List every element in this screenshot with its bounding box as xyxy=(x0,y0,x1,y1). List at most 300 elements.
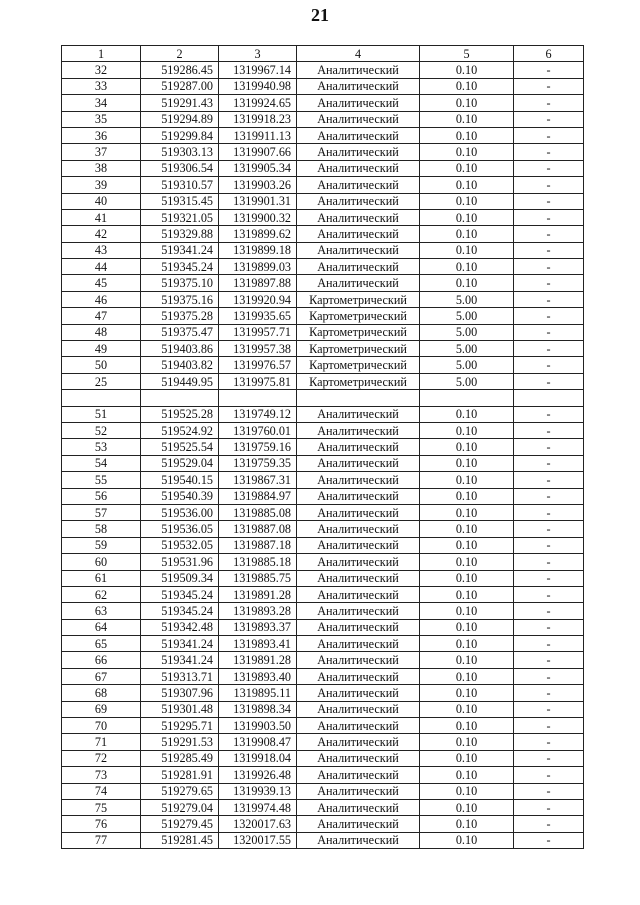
x-coordinate-cell: 519306.54 xyxy=(141,160,219,176)
x-coordinate-cell: 519310.57 xyxy=(141,177,219,193)
table-row xyxy=(62,472,584,488)
accuracy-cell: 0.10 xyxy=(420,685,514,701)
y-coordinate-cell: 1319885.75 xyxy=(219,570,297,586)
table-row xyxy=(62,521,584,537)
accuracy-cell: 0.10 xyxy=(420,504,514,520)
description-cell: - xyxy=(514,193,584,209)
description-cell: - xyxy=(514,341,584,357)
method-cell: Аналитический xyxy=(297,160,420,176)
point-number-cell: 72 xyxy=(62,750,141,766)
accuracy-cell: 0.10 xyxy=(420,242,514,258)
method-cell: Аналитический xyxy=(297,95,420,111)
description-cell: - xyxy=(514,767,584,783)
method-cell: Аналитический xyxy=(297,816,420,832)
y-coordinate-cell: 1319939.13 xyxy=(219,783,297,799)
point-number-cell: 67 xyxy=(62,668,141,684)
accuracy-cell: 0.10 xyxy=(420,209,514,225)
header-cell-y: 3 xyxy=(219,46,297,62)
method-cell: Аналитический xyxy=(297,111,420,127)
table-row xyxy=(62,668,584,684)
header-cell-description: 6 xyxy=(514,46,584,62)
point-number-cell: 33 xyxy=(62,78,141,94)
table-row xyxy=(62,390,584,406)
accuracy-cell: 0.10 xyxy=(420,95,514,111)
header-cell-point: 1 xyxy=(62,46,141,62)
y-coordinate-cell: 1319891.28 xyxy=(219,652,297,668)
point-number-cell: 50 xyxy=(62,357,141,373)
accuracy-cell: 5.00 xyxy=(420,324,514,340)
description-cell: - xyxy=(514,324,584,340)
method-cell: Аналитический xyxy=(297,439,420,455)
description-cell: - xyxy=(514,636,584,652)
y-coordinate-cell: 1319974.48 xyxy=(219,799,297,815)
y-coordinate-cell: 1319903.50 xyxy=(219,718,297,734)
accuracy-cell: 0.10 xyxy=(420,127,514,143)
accuracy-cell: 0.10 xyxy=(420,718,514,734)
method-cell: Аналитический xyxy=(297,799,420,815)
accuracy-cell: 0.10 xyxy=(420,406,514,422)
method-cell: Картометрический xyxy=(297,308,420,324)
y-coordinate-cell: 1319867.31 xyxy=(219,472,297,488)
description-cell: - xyxy=(514,718,584,734)
table-row xyxy=(62,193,584,209)
description-cell: - xyxy=(514,734,584,750)
description-cell: - xyxy=(514,521,584,537)
method-cell: Картометрический xyxy=(297,341,420,357)
accuracy-cell: 0.10 xyxy=(420,226,514,242)
point-number-cell: 34 xyxy=(62,95,141,111)
method-cell: Аналитический xyxy=(297,177,420,193)
y-coordinate-cell xyxy=(219,390,297,406)
description-cell: - xyxy=(514,652,584,668)
x-coordinate-cell: 519341.24 xyxy=(141,242,219,258)
point-number-cell: 60 xyxy=(62,554,141,570)
y-coordinate-cell: 1319893.28 xyxy=(219,603,297,619)
y-coordinate-cell: 1319911.13 xyxy=(219,127,297,143)
point-number-cell: 62 xyxy=(62,586,141,602)
x-coordinate-cell: 519313.71 xyxy=(141,668,219,684)
x-coordinate-cell: 519375.16 xyxy=(141,291,219,307)
y-coordinate-cell: 1319899.03 xyxy=(219,259,297,275)
method-cell: Аналитический xyxy=(297,472,420,488)
accuracy-cell: 0.10 xyxy=(420,259,514,275)
method-cell: Аналитический xyxy=(297,259,420,275)
x-coordinate-cell: 519540.15 xyxy=(141,472,219,488)
table-row xyxy=(62,799,584,815)
table-row xyxy=(62,652,584,668)
x-coordinate-cell: 519279.04 xyxy=(141,799,219,815)
description-cell: - xyxy=(514,685,584,701)
y-coordinate-cell: 1319899.18 xyxy=(219,242,297,258)
y-coordinate-cell: 1320017.55 xyxy=(219,832,297,848)
table-row xyxy=(62,242,584,258)
x-coordinate-cell: 519525.54 xyxy=(141,439,219,455)
point-number-cell: 64 xyxy=(62,619,141,635)
accuracy-cell: 0.10 xyxy=(420,111,514,127)
x-coordinate-cell: 519529.04 xyxy=(141,455,219,471)
point-number-cell: 46 xyxy=(62,291,141,307)
point-number-cell: 37 xyxy=(62,144,141,160)
y-coordinate-cell: 1319899.62 xyxy=(219,226,297,242)
y-coordinate-cell: 1319895.11 xyxy=(219,685,297,701)
x-coordinate-cell: 519329.88 xyxy=(141,226,219,242)
method-cell: Аналитический xyxy=(297,652,420,668)
description-cell: - xyxy=(514,488,584,504)
description-cell: - xyxy=(514,832,584,848)
method-cell: Аналитический xyxy=(297,718,420,734)
table-row xyxy=(62,357,584,373)
y-coordinate-cell: 1319759.35 xyxy=(219,455,297,471)
x-coordinate-cell xyxy=(141,390,219,406)
method-cell: Аналитический xyxy=(297,144,420,160)
description-cell: - xyxy=(514,783,584,799)
accuracy-cell xyxy=(420,390,514,406)
table-row xyxy=(62,816,584,832)
accuracy-cell: 5.00 xyxy=(420,357,514,373)
x-coordinate-cell: 519291.53 xyxy=(141,734,219,750)
table-row xyxy=(62,750,584,766)
point-number-cell: 61 xyxy=(62,570,141,586)
table-row xyxy=(62,324,584,340)
table-row xyxy=(62,422,584,438)
point-number-cell: 48 xyxy=(62,324,141,340)
method-cell: Аналитический xyxy=(297,504,420,520)
x-coordinate-cell: 519281.91 xyxy=(141,767,219,783)
description-cell xyxy=(514,390,584,406)
table-row xyxy=(62,127,584,143)
table-row xyxy=(62,636,584,652)
y-coordinate-cell: 1319885.18 xyxy=(219,554,297,570)
description-cell: - xyxy=(514,554,584,570)
x-coordinate-cell: 519285.49 xyxy=(141,750,219,766)
accuracy-cell: 0.10 xyxy=(420,78,514,94)
x-coordinate-cell: 519279.45 xyxy=(141,816,219,832)
point-number-cell: 66 xyxy=(62,652,141,668)
accuracy-cell: 5.00 xyxy=(420,308,514,324)
table-row xyxy=(62,570,584,586)
x-coordinate-cell: 519291.43 xyxy=(141,95,219,111)
point-number-cell: 41 xyxy=(62,209,141,225)
x-coordinate-cell: 519301.48 xyxy=(141,701,219,717)
description-cell: - xyxy=(514,209,584,225)
accuracy-cell: 0.10 xyxy=(420,783,514,799)
x-coordinate-cell: 519295.71 xyxy=(141,718,219,734)
method-cell: Аналитический xyxy=(297,422,420,438)
table-row xyxy=(62,488,584,504)
x-coordinate-cell: 519286.45 xyxy=(141,62,219,78)
method-cell: Аналитический xyxy=(297,832,420,848)
method-cell: Аналитический xyxy=(297,685,420,701)
y-coordinate-cell: 1319975.81 xyxy=(219,373,297,389)
point-number-cell: 32 xyxy=(62,62,141,78)
description-cell: - xyxy=(514,570,584,586)
method-cell: Аналитический xyxy=(297,275,420,291)
accuracy-cell: 0.10 xyxy=(420,767,514,783)
method-cell: Аналитический xyxy=(297,242,420,258)
x-coordinate-cell: 519532.05 xyxy=(141,537,219,553)
accuracy-cell: 0.10 xyxy=(420,144,514,160)
point-number-cell: 77 xyxy=(62,832,141,848)
point-number-cell: 52 xyxy=(62,422,141,438)
x-coordinate-cell: 519345.24 xyxy=(141,586,219,602)
point-number-cell: 74 xyxy=(62,783,141,799)
point-number-cell: 35 xyxy=(62,111,141,127)
method-cell: Аналитический xyxy=(297,570,420,586)
table-row xyxy=(62,619,584,635)
description-cell: - xyxy=(514,799,584,815)
point-number-cell: 53 xyxy=(62,439,141,455)
point-number-cell: 56 xyxy=(62,488,141,504)
point-number-cell: 76 xyxy=(62,816,141,832)
table-row xyxy=(62,259,584,275)
table-row xyxy=(62,291,584,307)
x-coordinate-cell: 519281.45 xyxy=(141,832,219,848)
accuracy-cell: 0.10 xyxy=(420,734,514,750)
description-cell: - xyxy=(514,95,584,111)
description-cell: - xyxy=(514,259,584,275)
y-coordinate-cell: 1319907.66 xyxy=(219,144,297,160)
description-cell: - xyxy=(514,357,584,373)
x-coordinate-cell: 519299.84 xyxy=(141,127,219,143)
y-coordinate-cell: 1319898.34 xyxy=(219,701,297,717)
point-number-cell: 54 xyxy=(62,455,141,471)
y-coordinate-cell: 1320017.63 xyxy=(219,816,297,832)
header-cell-accuracy: 5 xyxy=(420,46,514,62)
point-number-cell: 51 xyxy=(62,406,141,422)
x-coordinate-cell: 519536.05 xyxy=(141,521,219,537)
method-cell: Аналитический xyxy=(297,767,420,783)
description-cell: - xyxy=(514,701,584,717)
y-coordinate-cell: 1319893.37 xyxy=(219,619,297,635)
table-row xyxy=(62,586,584,602)
description-cell: - xyxy=(514,537,584,553)
x-coordinate-cell: 519531.96 xyxy=(141,554,219,570)
table-row xyxy=(62,783,584,799)
x-coordinate-cell: 519536.00 xyxy=(141,504,219,520)
y-coordinate-cell: 1319891.28 xyxy=(219,586,297,602)
x-coordinate-cell: 519279.65 xyxy=(141,783,219,799)
table-row xyxy=(62,275,584,291)
description-cell: - xyxy=(514,275,584,291)
point-number-cell: 68 xyxy=(62,685,141,701)
method-cell: Аналитический xyxy=(297,554,420,570)
y-coordinate-cell: 1319749.12 xyxy=(219,406,297,422)
point-number-cell: 75 xyxy=(62,799,141,815)
table-row xyxy=(62,537,584,553)
point-number-cell: 71 xyxy=(62,734,141,750)
table-row xyxy=(62,62,584,78)
accuracy-cell: 0.10 xyxy=(420,652,514,668)
y-coordinate-cell: 1319935.65 xyxy=(219,308,297,324)
accuracy-cell: 0.10 xyxy=(420,554,514,570)
x-coordinate-cell: 519403.86 xyxy=(141,341,219,357)
method-cell: Аналитический xyxy=(297,619,420,635)
table-row xyxy=(62,373,584,389)
accuracy-cell: 0.10 xyxy=(420,521,514,537)
point-number-cell: 59 xyxy=(62,537,141,553)
table-row xyxy=(62,504,584,520)
x-coordinate-cell: 519403.82 xyxy=(141,357,219,373)
description-cell: - xyxy=(514,127,584,143)
table-row xyxy=(62,226,584,242)
description-cell: - xyxy=(514,455,584,471)
x-coordinate-cell: 519294.89 xyxy=(141,111,219,127)
y-coordinate-cell: 1319976.57 xyxy=(219,357,297,373)
y-coordinate-cell: 1319957.71 xyxy=(219,324,297,340)
accuracy-cell: 0.10 xyxy=(420,832,514,848)
method-cell: Аналитический xyxy=(297,455,420,471)
method-cell: Аналитический xyxy=(297,537,420,553)
point-number-cell: 45 xyxy=(62,275,141,291)
description-cell: - xyxy=(514,406,584,422)
page-number: 21 xyxy=(311,5,329,25)
description-cell: - xyxy=(514,472,584,488)
description-cell: - xyxy=(514,177,584,193)
accuracy-cell: 0.10 xyxy=(420,488,514,504)
x-coordinate-cell: 519341.24 xyxy=(141,652,219,668)
accuracy-cell: 0.10 xyxy=(420,750,514,766)
point-number-cell xyxy=(62,390,141,406)
y-coordinate-cell: 1319893.41 xyxy=(219,636,297,652)
point-number-cell: 40 xyxy=(62,193,141,209)
x-coordinate-cell: 519375.47 xyxy=(141,324,219,340)
description-cell: - xyxy=(514,226,584,242)
table-row xyxy=(62,95,584,111)
table-row xyxy=(62,718,584,734)
method-cell: Аналитический xyxy=(297,78,420,94)
accuracy-cell: 0.10 xyxy=(420,603,514,619)
point-number-cell: 57 xyxy=(62,504,141,520)
y-coordinate-cell: 1319924.65 xyxy=(219,95,297,111)
y-coordinate-cell: 1319897.88 xyxy=(219,275,297,291)
table-row xyxy=(62,734,584,750)
point-number-cell: 70 xyxy=(62,718,141,734)
y-coordinate-cell: 1319903.26 xyxy=(219,177,297,193)
accuracy-cell: 0.10 xyxy=(420,799,514,815)
table-row xyxy=(62,603,584,619)
point-number-cell: 47 xyxy=(62,308,141,324)
method-cell: Аналитический xyxy=(297,783,420,799)
accuracy-cell: 0.10 xyxy=(420,177,514,193)
y-coordinate-cell: 1319926.48 xyxy=(219,767,297,783)
method-cell xyxy=(297,390,420,406)
header-row xyxy=(62,46,584,62)
header-cell-x: 2 xyxy=(141,46,219,62)
y-coordinate-cell: 1319940.98 xyxy=(219,78,297,94)
x-coordinate-cell: 519303.13 xyxy=(141,144,219,160)
method-cell: Аналитический xyxy=(297,62,420,78)
method-cell: Аналитический xyxy=(297,750,420,766)
accuracy-cell: 0.10 xyxy=(420,193,514,209)
method-cell: Аналитический xyxy=(297,209,420,225)
table-row xyxy=(62,832,584,848)
description-cell: - xyxy=(514,111,584,127)
method-cell: Картометрический xyxy=(297,373,420,389)
description-cell: - xyxy=(514,373,584,389)
y-coordinate-cell: 1319920.94 xyxy=(219,291,297,307)
method-cell: Аналитический xyxy=(297,668,420,684)
x-coordinate-cell: 519345.24 xyxy=(141,259,219,275)
y-coordinate-cell: 1319893.40 xyxy=(219,668,297,684)
table-row xyxy=(62,455,584,471)
accuracy-cell: 0.10 xyxy=(420,570,514,586)
point-number-cell: 39 xyxy=(62,177,141,193)
description-cell: - xyxy=(514,504,584,520)
accuracy-cell: 0.10 xyxy=(420,455,514,471)
y-coordinate-cell: 1319887.18 xyxy=(219,537,297,553)
description-cell: - xyxy=(514,78,584,94)
header-cell-method: 4 xyxy=(297,46,420,62)
point-number-cell: 44 xyxy=(62,259,141,275)
description-cell: - xyxy=(514,603,584,619)
x-coordinate-cell: 519307.96 xyxy=(141,685,219,701)
method-cell: Аналитический xyxy=(297,701,420,717)
method-cell: Аналитический xyxy=(297,127,420,143)
table-body xyxy=(62,62,584,849)
accuracy-cell: 5.00 xyxy=(420,373,514,389)
description-cell: - xyxy=(514,422,584,438)
point-number-cell: 38 xyxy=(62,160,141,176)
table-row xyxy=(62,341,584,357)
point-number-cell: 25 xyxy=(62,373,141,389)
point-number-cell: 65 xyxy=(62,636,141,652)
description-cell: - xyxy=(514,619,584,635)
accuracy-cell: 0.10 xyxy=(420,668,514,684)
method-cell: Аналитический xyxy=(297,521,420,537)
description-cell: - xyxy=(514,144,584,160)
description-cell: - xyxy=(514,750,584,766)
y-coordinate-cell: 1319967.14 xyxy=(219,62,297,78)
point-number-cell: 69 xyxy=(62,701,141,717)
accuracy-cell: 0.10 xyxy=(420,701,514,717)
table-row xyxy=(62,554,584,570)
y-coordinate-cell: 1319884.97 xyxy=(219,488,297,504)
method-cell: Аналитический xyxy=(297,193,420,209)
y-coordinate-cell: 1319905.34 xyxy=(219,160,297,176)
method-cell: Картометрический xyxy=(297,324,420,340)
point-number-cell: 36 xyxy=(62,127,141,143)
method-cell: Аналитический xyxy=(297,226,420,242)
accuracy-cell: 0.10 xyxy=(420,472,514,488)
x-coordinate-cell: 519287.00 xyxy=(141,78,219,94)
method-cell: Аналитический xyxy=(297,734,420,750)
y-coordinate-cell: 1319900.32 xyxy=(219,209,297,225)
accuracy-cell: 0.10 xyxy=(420,636,514,652)
method-cell: Аналитический xyxy=(297,603,420,619)
accuracy-cell: 5.00 xyxy=(420,291,514,307)
accuracy-cell: 0.10 xyxy=(420,586,514,602)
x-coordinate-cell: 519342.48 xyxy=(141,619,219,635)
y-coordinate-cell: 1319918.23 xyxy=(219,111,297,127)
table-row xyxy=(62,160,584,176)
table-row xyxy=(62,701,584,717)
accuracy-cell: 0.10 xyxy=(420,422,514,438)
y-coordinate-cell: 1319918.04 xyxy=(219,750,297,766)
point-number-cell: 63 xyxy=(62,603,141,619)
accuracy-cell: 0.10 xyxy=(420,160,514,176)
point-number-cell: 49 xyxy=(62,341,141,357)
method-cell: Аналитический xyxy=(297,636,420,652)
y-coordinate-cell: 1319885.08 xyxy=(219,504,297,520)
table-row xyxy=(62,406,584,422)
point-number-cell: 73 xyxy=(62,767,141,783)
description-cell: - xyxy=(514,160,584,176)
description-cell: - xyxy=(514,291,584,307)
y-coordinate-cell: 1319901.31 xyxy=(219,193,297,209)
description-cell: - xyxy=(514,242,584,258)
accuracy-cell: 0.10 xyxy=(420,816,514,832)
description-cell: - xyxy=(514,586,584,602)
